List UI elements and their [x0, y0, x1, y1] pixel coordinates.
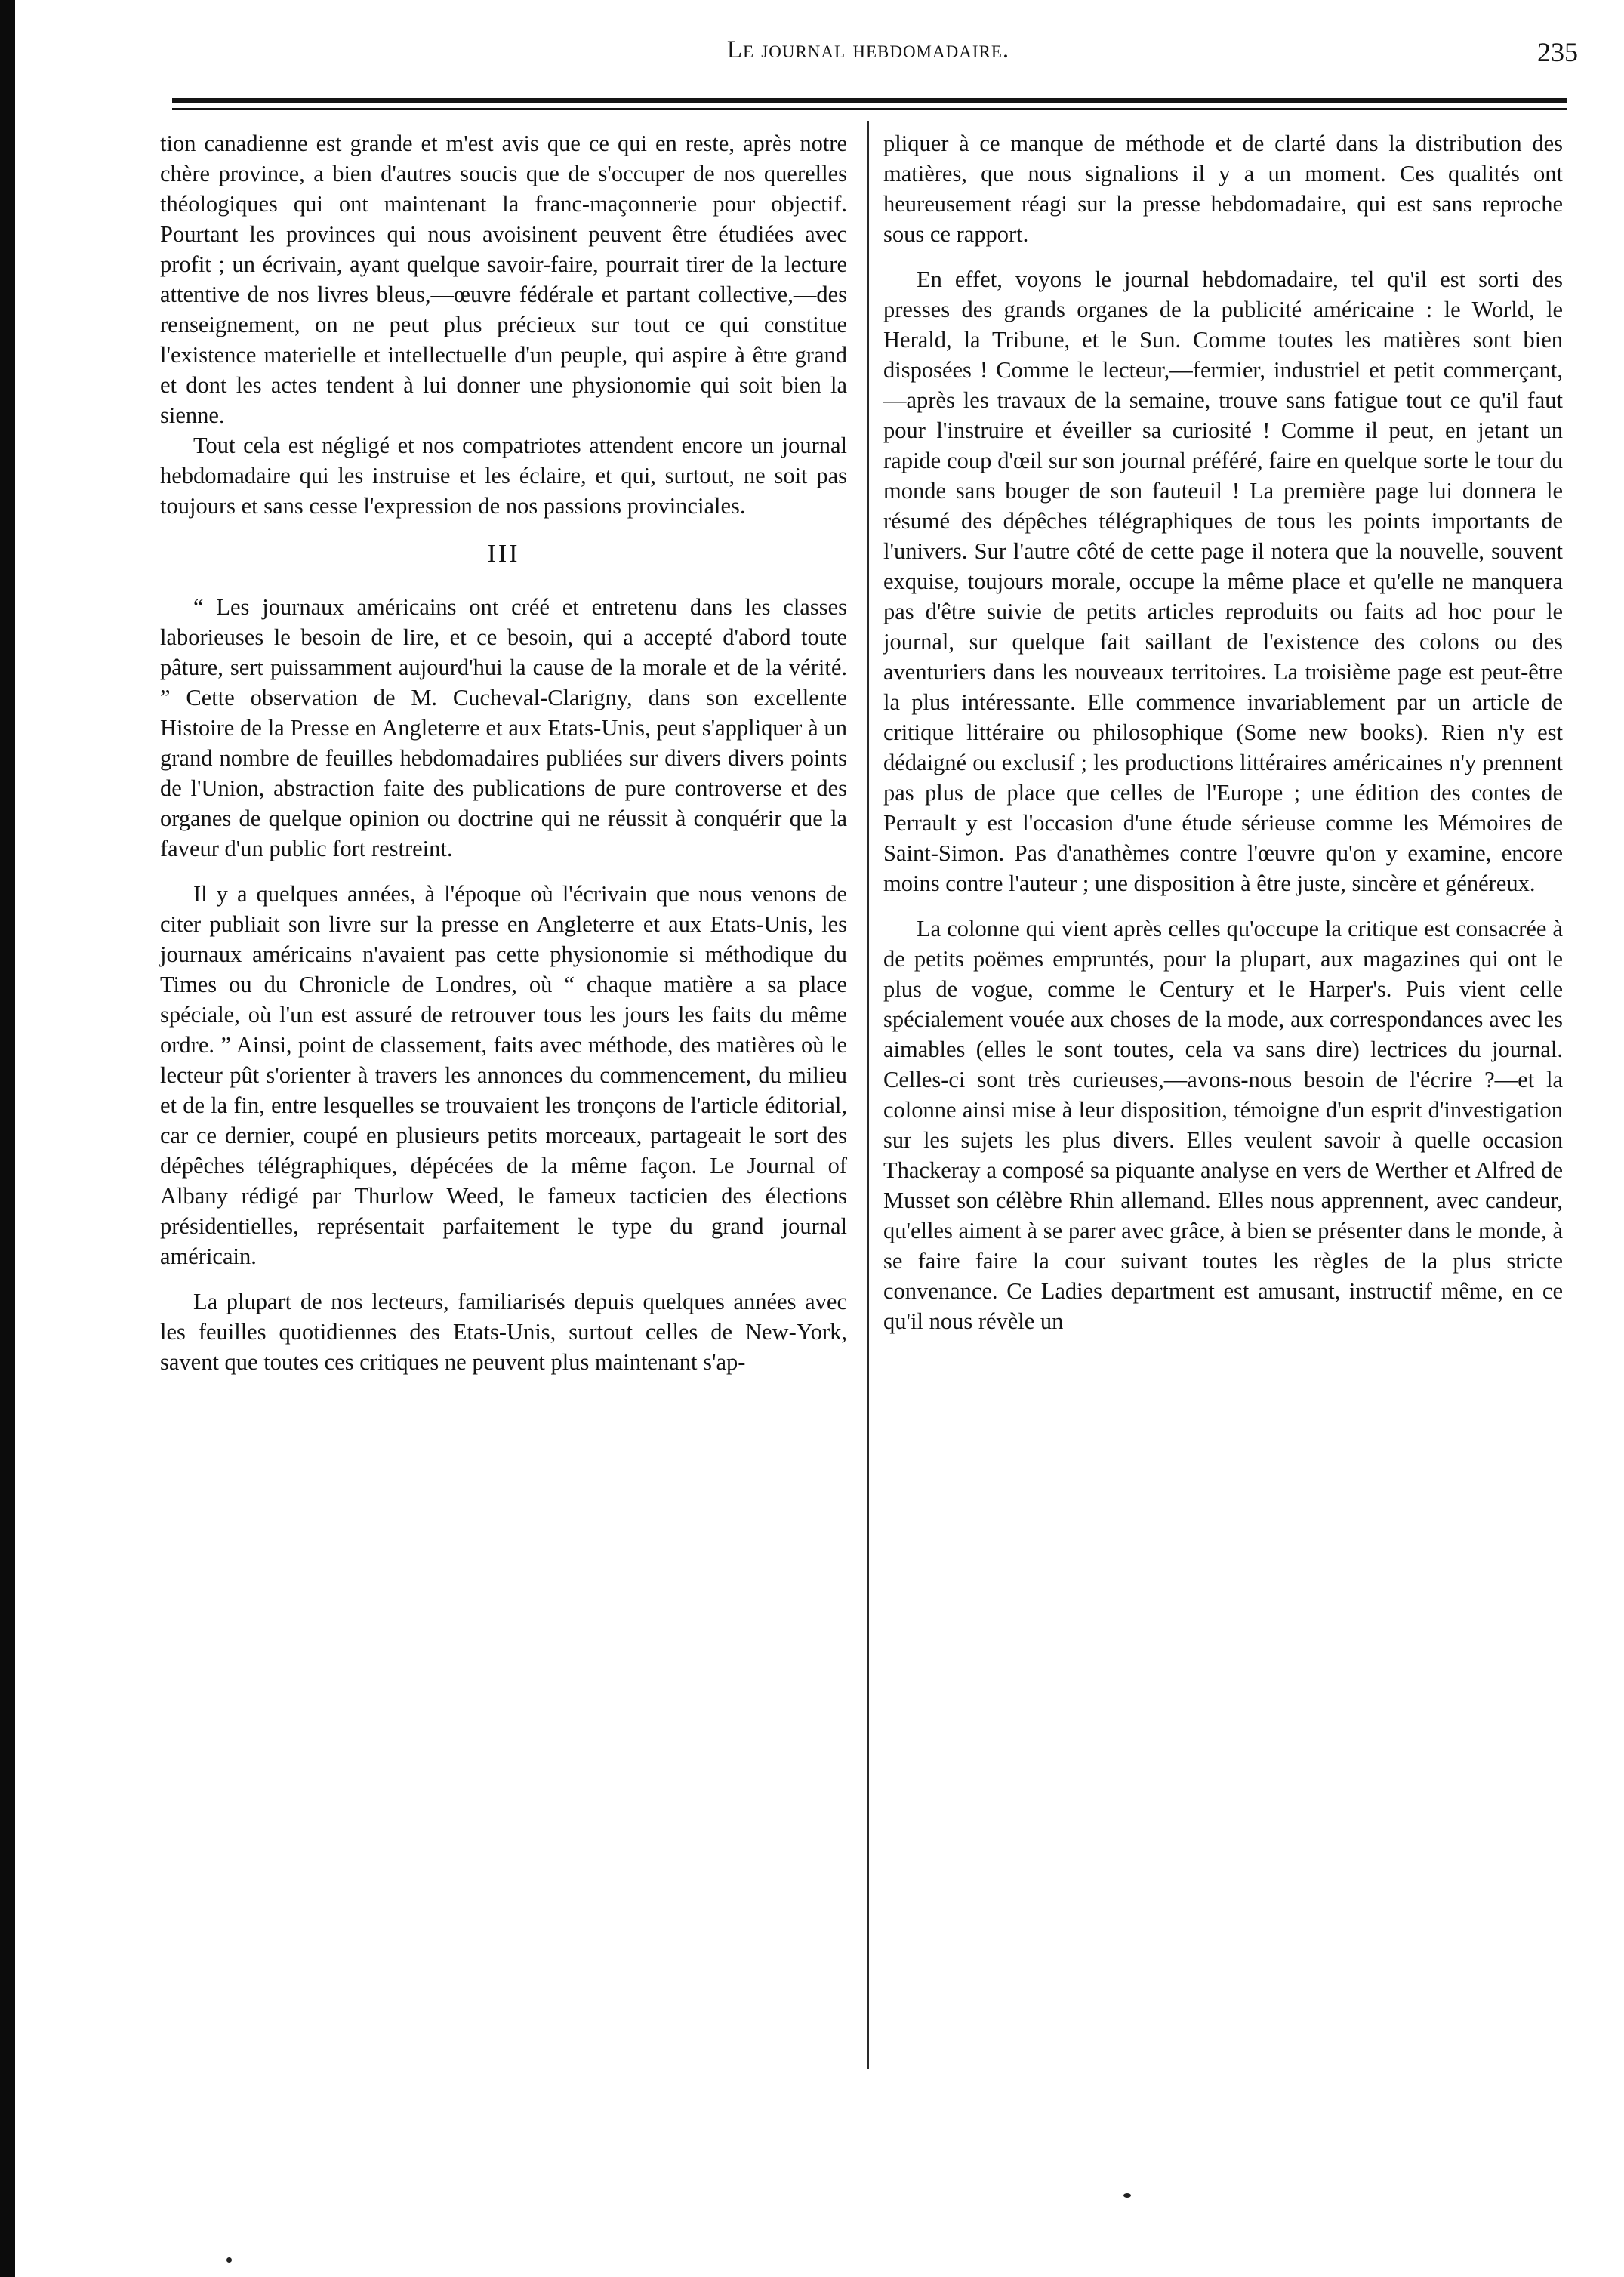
header-rule-thick — [172, 98, 1567, 103]
left-column — [160, 128, 847, 1377]
ink-speck — [1123, 2193, 1131, 2198]
paragraph: tion canadienne est grande et m'est avis que ce qui en reste, après notre chère province, a bien d'autres soucis que de s'occuper de nos querelles théologiques qui ont maintenant la franc-maçonnerie pour objectif. Pourtant les provinces qui nous avoisinent peuvent être étudiées avec profit ; un écrivain, ayant quelque savoir-faire, pourrait tirer de la lecture attentive de nos livres bleus,—œuvre fédérale et partant collective,—des renseignement, on ne peut plus précieux sur tout ce qui constitue l'existence materielle et intellectuelle d'un peuple, qui aspire à être grand et dont les actes tendent à lui donner une physionomie qui soit bien la sienne. — [160, 131, 847, 428]
paragraph: La plupart de nos lecteurs, familiarisés depuis quelques années avec les feuilles quotidiennes des Etats-Unis, surtout celles de New-York, savent que toutes ces critiques ne peuvent plus maintenant s'ap- — [160, 1289, 847, 1375]
paragraph: pliquer à ce manque de méthode et de clarté dans la distribution des matières, que nous signalions il y a un moment. Ces qualités ont heureusement réagi sur la presse hebdomadaire, qui est sans reproche sous ce rapport. — [883, 131, 1563, 247]
column-divider — [867, 121, 869, 2069]
header-rule-thin — [172, 108, 1567, 110]
ink-speck — [226, 2257, 232, 2263]
paragraph: En effet, voyons le journal hebdomadaire, tel qu'il est sorti des presses des grands organes de la publicité américaine : le World, le Herald, la Tribune, et le Sun. Comme toutes les matières sont bien disposées ! Comme le lecteur,—fermier, industriel et petit commerçant,—après les travaux de la semaine, trouve sans fatigue tout ce qu'il faut pour l'instruire et éveiller sa curiosité ! Comme il peut, en jetant un rapide coup d'œil sur son journal préféré, faire en quelque sorte le tour du monde sans bouger de son fauteuil ! La première page lui donnera le résumé des dépêches télégraphiques de tous les points importants de l'univers. Sur l'autre côté de cette page il notera que la nouvelle, souvent exquise, toujours morale, occupe la même place et qu'elle ne manquera pas d'être suivie de petits articles reproduits ou faits ad hoc pour le journal, sur quelque fait saillant de l'existence des colons ou des aventuriers dans les nouveaux territoires. La troisième page est peut-être la plus intéressante. Elle commence invariablement par un article de critique littéraire ou philosophique (Some new books). Rien n'y est dédaigné ou exclusif ; les productions littéraires américaines n'y prennent pas plus de place que celles de l'Europe ; une édition des contes de Perrault y est l'occasion d'une étude sérieuse comme les Mémoires de Saint-Simon. Pas d'anathèmes contre l'œuvre qu'on y examine, encore moins contre l'auteur ; une disposition à être juste, sincère et généreux. — [883, 267, 1563, 896]
page-edge-rule — [0, 0, 15, 2277]
page-header — [159, 36, 1578, 82]
running-title: Le journal hebdomadaire. — [726, 36, 1010, 63]
right-column — [883, 128, 1563, 1336]
paragraph: La colonne qui vient après celles qu'occupe la critique est consacrée à de petits poëmes empruntés, pour la plupart, aux magazines qui ont le plus de vogue, comme le Century et le Harper's. Puis vient celle spécialement vouée aux choses de la mode, aux correspondances avec les aimables (elles le sont toutes, cela va sans dire) lectrices du journal. Celles-ci sont très curieuses,—avons-nous besoin de l'écrire ?—et la colonne ainsi mise à leur disposition, témoigne d'un esprit d'investigation sur les sujets les plus divers. Elles veulent savoir à quelle occasion Thackeray a composé sa piquante analyse en vers de Werther et Alfred de Musset son célèbre Rhin allemand. Elles nous apprennent, avec candeur, qu'elles aiment à se parer avec grâce, à bien se présenter dans le monde, à se faire faire la cour suivant toutes les règles de la plus stricte convenance. Ce Ladies department est amusant, instructif même, en ce qu'il nous révèle un — [883, 916, 1563, 1334]
paragraph: Tout cela est négligé et nos compatriotes attendent encore un journal hebdomadaire qui les instruise et les éclaire, et qui, surtout, ne soit pas toujours et sans cesse l'expression de nos passions provinciales. — [160, 433, 847, 519]
paragraph: Il y a quelques années, à l'époque où l'écrivain que nous venons de citer publiait son livre sur la presse en Angleterre et aux Etats-Unis, les journaux américains n'avaient pas cette physionomie si méthodique du Times ou du Chronicle de Londres, où “ chaque matière a sa place spéciale, où l'un est assuré de retrouver tous les jours les faits du même ordre. ” Ainsi, point de classement, faits avec méthode, des matières où le lecteur pût s'orienter à travers les annonces du commencement, du milieu et de la fin, entre lesquelles se trouvaient les tronçons de l'article éditorial, car ce dernier, coupé en plusieurs petits morceaux, partageait le sort des dépêches télégraphiques, dépécées de la même façon. Le Journal of Albany rédigé par Thurlow Weed, le fameux tacticien des élections présidentielles, représentait parfaitement le type du grand journal américain. — [160, 881, 847, 1269]
page-number: 235 — [1537, 37, 1578, 67]
section-number: III — [487, 540, 520, 568]
paragraph: “ Les journaux américains ont créé et entretenu dans les classes laborieuses le besoin de lire, et ce besoin, qui a accepté d'abord toute pâture, sert puissamment aujourd'hui la cause de la morale et de la vérité. ” Cette observation de M. Cucheval-Clarigny, dans son excellente Histoire de la Presse en Angleterre et aux Etats-Unis, peut s'appliquer à un grand nombre de feuilles hebdomadaires publiées sur divers divers points de l'Union, abstraction faite des publications de pure controverse et des organes de quelque opinion ou doctrine qui ne réussit à conquérir que la faveur d'un public fort restreint. — [160, 594, 847, 861]
